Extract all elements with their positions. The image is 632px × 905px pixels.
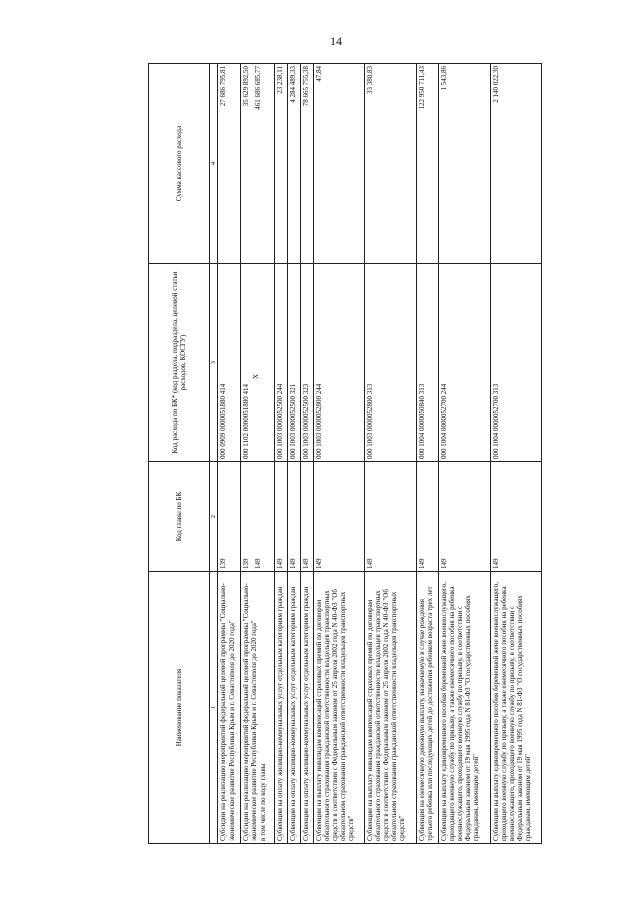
table-row: [241, 64, 274, 844]
column-number-row: [210, 64, 218, 844]
table-row: [490, 64, 541, 844]
row-glava: 149: [365, 462, 416, 572]
rotated-table-container: [148, 64, 542, 844]
row-code: 000 1003 0000052500 323: [300, 264, 313, 462]
row-code: 000 1004 0000052700 313: [490, 264, 541, 462]
row-name: Субвенция на ежемесячную денежную выплату, назначаемую в случае рождения третьего ребенка или последующих детей до достижения ребенком возраста трех лет: [416, 572, 439, 844]
header-name: Наименование показателя: [149, 572, 210, 844]
page-number: 14: [330, 34, 342, 48]
header-amount: Сумма кассового расхода: [149, 64, 210, 264]
row-name: Субвенции на выплату единовременного пособия беременной жене военнослужащего, проходящего военную службу по призыву, а также ежемесячного пособия на ребенка военнослужащего, проходящего военную службу по призыву, в соответствии с Федеральным законом от 19 мая 1995 года N 81-ФЗ "О государственных пособиях гражданам, имеющим детей": [439, 572, 490, 844]
row-glava-cell: [241, 462, 274, 572]
row-amount: 122 950 711,43: [416, 64, 439, 264]
table-header-row: [149, 64, 210, 844]
row-sub-amount: 461 686 685,77: [254, 66, 263, 110]
row-name: Субвенции на оплату жилищно-коммунальных услуг отдельным категориям граждан: [274, 572, 287, 844]
row-name: Субвенции на выплату инвалидам компенсаций страховых премий по договорам обязательного страхования гражданской ответственности владельцев транспортных средств в соответствии с Федеральным законом от 25 апреля 2002 года N 40-ФЗ "Об обязательном страховании гражданской ответственности владельцев транспортных средств": [365, 572, 416, 844]
row-code: 000 1003 0000052800 313: [365, 264, 416, 462]
table-row: [287, 64, 300, 844]
table-row: [218, 64, 241, 844]
row-name: Субвенции на оплату жилищно-коммунальных услуг отдельным категориям граждан: [300, 572, 313, 844]
row-glava: 149: [300, 462, 313, 572]
row-sub-name: в том числе по коду главы: [259, 763, 268, 841]
table-row: [416, 64, 439, 844]
row-amount: 23 238,11: [274, 64, 287, 264]
table-row: [439, 64, 490, 844]
row-amount: 78 665 755,38: [300, 64, 313, 264]
row-glava: 139: [218, 462, 241, 572]
row-amount: 27 686 795,81: [218, 64, 241, 264]
table-row: [274, 64, 287, 844]
row-name: Субсидии на реализацию мероприятий федеральной целевой программы "Социально-экономическое развитие Республики Крым и г. Севастополя до 2020 года": [242, 583, 259, 841]
row-code: 000 1003 0000052500 244: [274, 264, 287, 462]
row-amount: 4 284 489,33: [287, 64, 300, 264]
row-code: 000 0909 0000051880 414: [218, 264, 241, 462]
row-code: 000 1004 0000052700 244: [439, 264, 490, 462]
row-name: Субвенции на выплату инвалидам компенсаций страховых премий по договорам обязательного страхования гражданской ответственности владельцев транспортных средств в соответствии с Федеральным законом от 25 апреля 2002 года N 40-ФЗ "Об обязательном страховании гражданской ответственности владельцев транспортных средств": [313, 572, 364, 844]
report-table-frame: [148, 64, 542, 844]
row-code-cell: [241, 264, 274, 462]
row-amount: 1 543,86: [439, 64, 490, 264]
table-row: [365, 64, 416, 844]
row-glava: 149: [313, 462, 364, 572]
table-row: [313, 64, 364, 844]
col-number-4: 4: [210, 64, 218, 264]
row-amount: 35 629 892,50: [242, 66, 251, 107]
row-name: Субвенции на оплату жилищно-коммунальных услуг отдельным категориям граждан: [287, 572, 300, 844]
row-glava: 149: [274, 462, 287, 572]
row-amount: 2 140 022,30: [490, 64, 541, 264]
table-row: [300, 64, 313, 844]
col-number-1: 1: [210, 572, 218, 844]
row-name-cell: [241, 572, 274, 844]
row-code: 000 1102 0000051880 414: [242, 384, 251, 459]
row-code: 000 1004 0000050840 313: [416, 264, 439, 462]
cash-expenditure-table: [148, 63, 542, 844]
row-amount-cell: [241, 64, 274, 264]
row-amount: 33 380,83: [365, 64, 416, 264]
col-number-3: 3: [210, 264, 218, 462]
row-amount: 47,84: [313, 64, 364, 264]
row-code: 000 1003 0000052500 321: [287, 264, 300, 462]
row-glava: 149: [490, 462, 541, 572]
row-sub-code: X: [252, 373, 261, 379]
row-glava: 149: [439, 462, 490, 572]
header-code: Код расхода по БК* (код раздела, подраздела, целевой статьи расходов, КОСГУ): [149, 264, 210, 462]
row-name: Субсидии на реализацию мероприятий федеральной целевой программы "Социально-экономическое развитие Республики Крым и г. Севастополя до 2020 года": [218, 572, 241, 844]
row-glava: 139: [242, 558, 251, 569]
row-glava: 149: [416, 462, 439, 572]
row-code: 000 1003 0000052800 244: [313, 264, 364, 462]
row-name: Субвенции на выплату единовременного пособия беременной жене военнослужащего, проходящего военную службу по призыву, а также ежемесячного пособия на ребенка военнослужащего, проходящего военную службу по призыву, в соответствии с Федеральным законом от 19 мая 1995 года N 81-ФЗ "О государственных пособиях гражданам, имеющим детей": [490, 572, 541, 844]
col-number-2: 2: [210, 462, 218, 572]
header-glava: Код главы по БК: [149, 462, 210, 572]
row-glava: 149: [287, 462, 300, 572]
row-sub-glava: 149: [254, 558, 263, 569]
